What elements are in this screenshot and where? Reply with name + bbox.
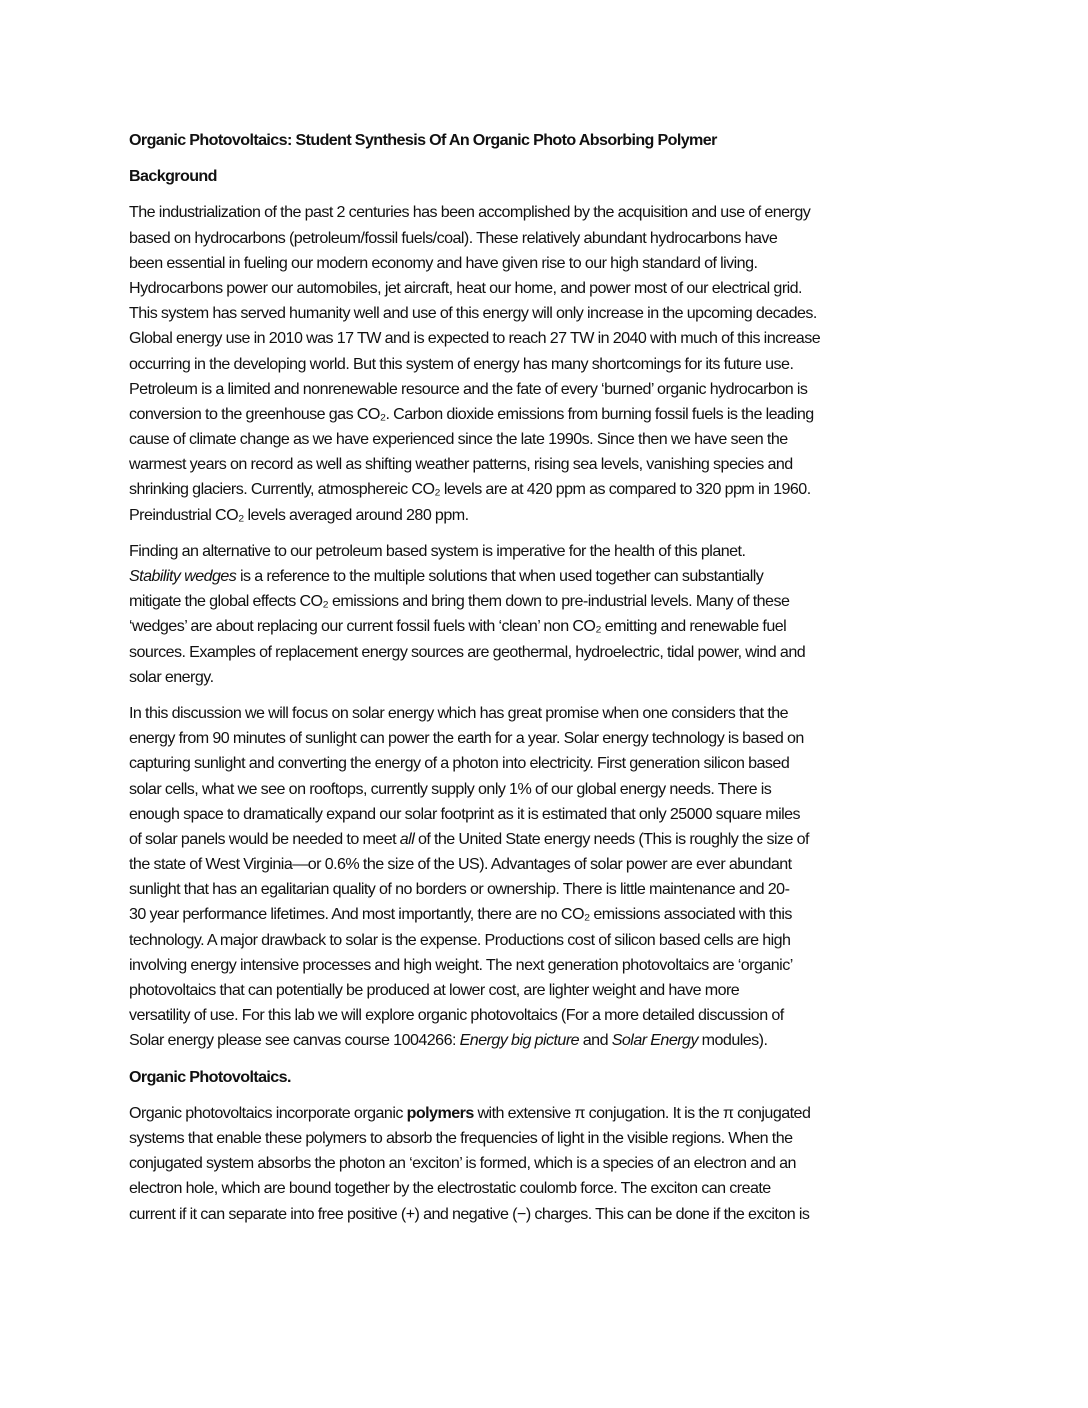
text-line: capturing sunlight and converting the energy of a photon into electricity. First generation silicon based [129,754,790,773]
italic-term: all [399,829,415,848]
text-run: with extensive π conjugation. It is the π conjugated [473,1103,811,1122]
text-line: sources. Examples of replacement energy sources are geothermal, hydroelectric, tidal power, wind and [129,642,806,661]
text-line [129,1028,969,1053]
text-line: Preindustrial CO₂ levels averaged around 280 ppm. [129,505,469,524]
section-heading-background: Background [129,167,217,186]
text-line: systems that enable these polymers to absorb the frequencies of light in the visible regions. When the [129,1128,793,1147]
text-line: 30 year performance lifetimes. And most importantly, there are no CO₂ emissions associated with this [129,905,792,924]
text-run: of the United State energy needs (This is roughly the size of [414,829,809,848]
paragraph-solar-energy [129,701,969,1054]
text-line: Finding an alternative to our petroleum based system is imperative for the health of this planet. [129,541,746,560]
text-line: mitigate the global effects CO₂ emissions and bring them down to pre-industrial levels. Many of these [129,592,790,611]
text-line: Hydrocarbons power our automobiles, jet aircraft, heat our home, and power most of our electrical grid. [129,278,802,297]
text-line [129,564,969,589]
text-run: modules). [697,1031,768,1050]
bold-term: polymers [406,1103,474,1122]
text-line: enough space to dramatically expand our solar footprint as it is estimated that only 25000 square miles [129,804,801,823]
text-line: sunlight that has an egalitarian quality of no borders or ownership. There is little maintenance and 20- [129,880,790,899]
text-line: This system has served humanity well and use of this energy will only increase in the upcoming decades. [129,304,817,323]
text-run: and [579,1031,612,1050]
document-page [129,128,969,1227]
paragraph-stability-wedges [129,539,969,690]
text-line: occurring in the developing world. But this system of energy has many shortcomings for its future use. [129,354,794,373]
text-line: technology. A major drawback to solar is the expense. Productions cost of silicon based cells are high [129,930,791,949]
text-line: based on hydrocarbons (petroleum/fossil fuels/coal). These relatively abundant hydrocarbons have [129,228,778,247]
italic-term: Solar Energy [611,1031,698,1050]
text-line: ‘wedges’ are about replacing our current fossil fuels with ‘clean’ non CO₂ emitting and renewable fuel [129,617,787,636]
document-title: Organic Photovoltaics: Student Synthesis Of An Organic Photo Absorbing Polymer [129,131,717,149]
text-line: solar cells, what we see on rooftops, currently supply only 1% of our global energy needs. There is [129,779,772,798]
text-run: is a reference to the multiple solutions that when used together can substantially [236,567,764,585]
text-line: electron hole, which are bound together by the electrostatic coulomb force. The exciton can create [129,1179,771,1198]
text-line: The industrialization of the past 2 centuries has been accomplished by the acquisition and use of energy [129,203,811,222]
text-line: conjugated system absorbs the photon an ‘exciton’ is formed, which is a species of an electron and an [129,1154,796,1173]
text-line: photovoltaics that can potentially be produced at lower cost, are lighter weight and have more [129,981,740,999]
paragraph-organic-photovoltaics [129,1101,969,1227]
text-line: shrinking glaciers. Currently, atmosphereic CO₂ levels are at 420 ppm as compared to 320 ppm in 1960. [129,480,811,499]
text-line: the state of West Virginia—or 0.6% the size of the US). Advantages of solar power are ever abundant [129,855,792,874]
text-line [129,827,969,852]
text-line: Global energy use in 2010 was 17 TW and is expected to reach 27 TW in 2040 with much of this increase [129,329,821,348]
text-line: cause of climate change as we have experienced since the late 1990s. Since then we have seen the [129,430,788,449]
text-run: Solar energy please see canvas course 1004266: [129,1031,460,1050]
text-line [129,1101,969,1126]
text-line: current if it can separate into free positive (+) and negative (−) charges. This can be done if the exciton is [129,1204,810,1223]
text-run: of solar panels would be needed to meet [129,829,400,848]
text-line: been essential in fueling our modern economy and have given rise to our high standard of living. [129,253,758,272]
section-heading-organic-photovoltaics: Organic Photovoltaics. [129,1067,291,1086]
text-line: conversion to the greenhouse gas CO₂. Carbon dioxide emissions from burning fossil fuels is the leading [129,404,814,423]
text-line: solar energy. [129,667,214,686]
text-line: versatility of use. For this lab we will explore organic photovoltaics (For a more detailed discussion of [129,1006,784,1025]
text-line: Petroleum is a limited and nonrenewable resource and the fate of every ‘burned’ organic hydrocarbon is [129,379,808,398]
text-line: involving energy intensive processes and high weight. The next generation photovoltaics are ‘organic’ [129,955,793,974]
text-line: energy from 90 minutes of sunlight can power the earth for a year. Solar energy technology is based on [129,729,804,748]
text-line: warmest years on record as well as shifting weather patterns, rising sea levels, vanishing species and [129,455,793,474]
italic-term: Energy big picture [459,1031,580,1050]
paragraph-industrialization [129,200,969,527]
text-run: Organic photovoltaics incorporate organic [129,1103,407,1122]
italic-term: Stability wedges [129,567,237,585]
text-line: In this discussion we will focus on solar energy which has great promise when one considers that the [129,703,789,722]
